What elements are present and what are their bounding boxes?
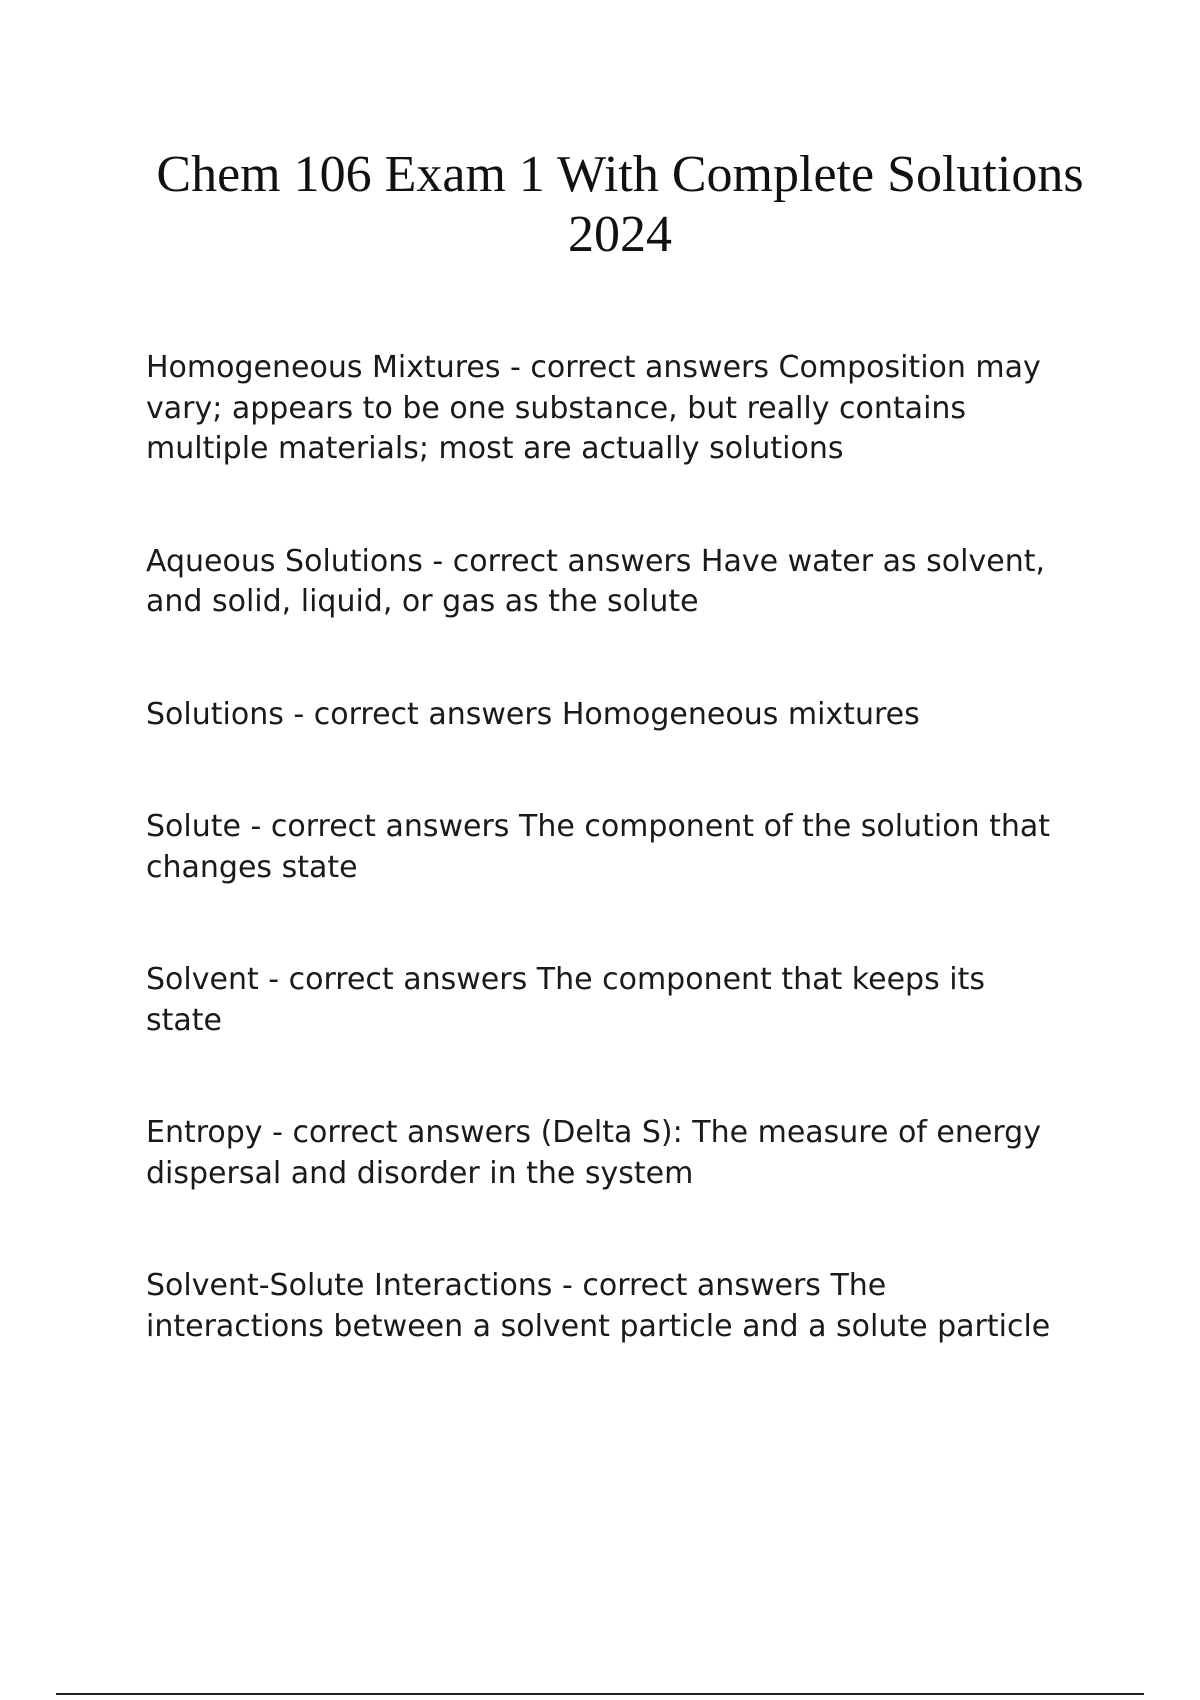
entry-answer-label: correct answers <box>292 1115 532 1150</box>
entry <box>146 348 1066 470</box>
entry-separator: - <box>262 1115 293 1150</box>
entry <box>146 542 1066 623</box>
document-title: Chem 106 Exam 1 With Complete Solutions 2024 <box>156 146 1084 263</box>
entry-term: Solute <box>146 809 241 844</box>
entry-separator: - <box>240 809 271 844</box>
entry-answer-label: correct answers <box>270 809 510 844</box>
entry-answer: The component of the solution that changes state <box>146 809 1051 885</box>
entry-separator: - <box>422 543 453 579</box>
entry-term: Solvent-Solute Interactions <box>146 1268 553 1303</box>
entry-separator: - <box>552 1268 583 1303</box>
entry-separator: - <box>258 962 289 997</box>
entry-answer-label: correct answers <box>452 543 692 579</box>
entry-term: Homogeneous Mixtures <box>146 350 501 385</box>
entry-answer: Composition may vary; appears to be one substance, but really contains multiple materials; most are actually solutions <box>146 350 1041 466</box>
entry-answer: The interactions between a solvent particle and a solute particle <box>146 1268 1051 1344</box>
entry <box>146 807 1066 888</box>
entry-answer-label: correct answers <box>313 696 553 732</box>
entry-answer-label: correct answers <box>530 350 769 385</box>
entry-term: Solutions <box>146 696 284 732</box>
entry-term: Aqueous Solutions <box>146 543 423 579</box>
entry-answer-label: correct answers <box>582 1268 821 1303</box>
entry-separator: - <box>500 350 531 385</box>
entry-answer: The component that keeps its state <box>146 962 985 1038</box>
entry <box>146 1113 1066 1194</box>
entry-answer: Have water as solvent, and solid, liquid, or gas as the solute <box>146 543 1046 619</box>
entry <box>146 960 1066 1041</box>
entry-list <box>146 348 1066 1347</box>
entry-answer-label: correct answers <box>288 962 528 997</box>
entry-answer: (Delta S): The measure of energy dispersal and disorder in the system <box>146 1115 1041 1191</box>
entry-term: Entropy <box>146 1115 263 1150</box>
entry-separator: - <box>283 696 314 732</box>
page-bottom-divider <box>56 1693 1144 1695</box>
entry-term: Solvent <box>146 962 259 997</box>
entry <box>146 695 1066 736</box>
entry-answer: Homogeneous mixtures <box>561 696 920 732</box>
entry <box>146 1266 1066 1347</box>
